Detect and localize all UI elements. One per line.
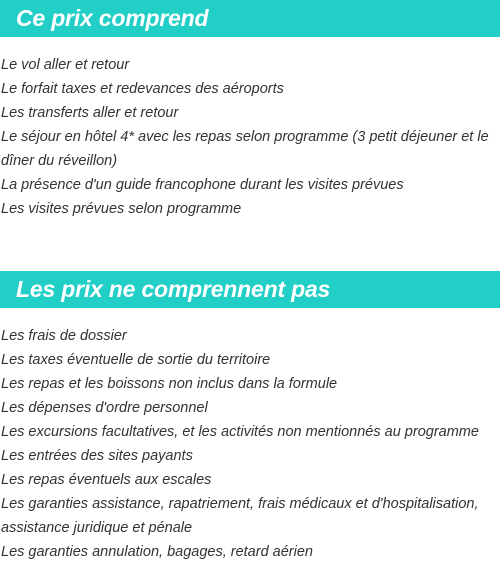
excluded-item: Les garanties assistance, rapatriement, frais médicaux et d'hospitalisation, assistance juridique et pénale (1, 496, 479, 536)
excluded-section (0, 271, 500, 564)
excluded-header (0, 271, 500, 308)
excluded-list (0, 308, 500, 564)
included-item: La présence d'un guide francophone durant les visites prévues (1, 177, 404, 193)
included-header (0, 0, 500, 37)
excluded-item: Les repas et les boissons non inclus dans la formule (1, 376, 338, 392)
excluded-item: Les excursions facultatives, et les activités non mentionnés au programme (1, 424, 479, 440)
excluded-title: Les prix ne comprennent pas (16, 276, 331, 302)
excluded-item: Les frais de dossier (1, 328, 127, 344)
included-item: Le séjour en hôtel 4* avec les repas selon programme (3 petit déjeuner et le dîner du réveillon) (1, 129, 489, 169)
included-title: Ce prix comprend (16, 5, 209, 31)
included-item: Le forfait taxes et redevances des aéroports (1, 81, 284, 97)
included-item: Les visites prévues selon programme (1, 201, 242, 217)
excluded-item: Les taxes éventuelle de sortie du territoire (1, 352, 271, 368)
excluded-item: Les entrées des sites payants (1, 448, 193, 464)
included-section (0, 0, 500, 221)
excluded-item: Les repas éventuels aux escales (1, 472, 212, 488)
included-list (0, 37, 500, 221)
included-item: Les transferts aller et retour (1, 105, 179, 121)
excluded-item: Les dépenses d'ordre personnel (1, 400, 208, 416)
included-item: Le vol aller et retour (1, 57, 130, 73)
excluded-item: Les garanties annulation, bagages, retard aérien (1, 544, 313, 560)
